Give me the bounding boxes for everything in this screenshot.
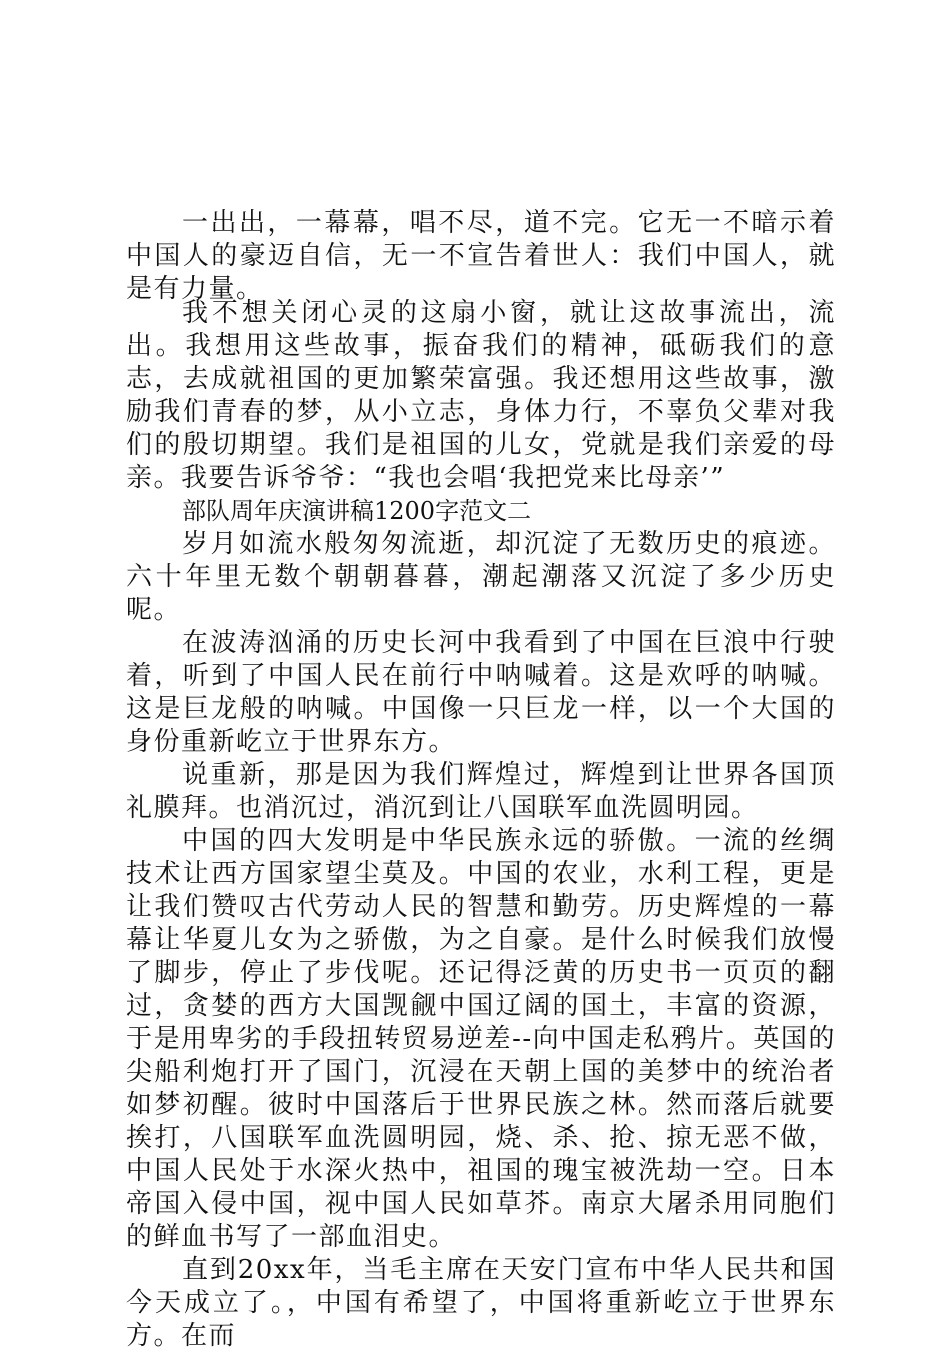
paragraph: 在波涛汹涌的历史长河中我看到了中国在巨浪中行驶着，听到了中国人民在前行中呐喊着。这是欢呼的呐喊。这是巨龙般的呐喊。中国像一只巨龙一样，以一个大国的身份重新屹立于世界东方。	[126, 628, 836, 757]
section-heading: 部队周年庆演讲稿1200字范文二	[182, 497, 532, 525]
paragraph: 说重新，那是因为我们辉煌过，辉煌到让世界各国顶礼膜拜。也消沉过，消沉到让八国联军血洗圆明园。	[126, 760, 836, 823]
paragraph: 直到20xx年，当毛主席在天安门宣布中华人民共和国今天成立了。，中国有希望了，中国将重新屹立于世界东方。在而	[126, 1255, 836, 1351]
text-block-top	[126, 207, 836, 306]
paragraph: 岁月如流水般匆匆流逝，却沉淀了无数历史的痕迹。六十年里无数个朝朝暮暮，潮起潮落又沉淀了多少历史呢。	[126, 529, 836, 625]
paragraph: 中国的四大发明是中华民族永远的骄傲。一流的丝绸技术让西方国家望尘莫及。中国的农业，水利工程，更是让我们赞叹古代劳动人民的智慧和勤劳。历史辉煌的一幕幕让华夏儿女为之骄傲，为之自豪。是什么时候我们放慢了脚步，停止了步伐呢。还记得泛黄的历史书一页页的翻过，贪婪的西方大国觊觎中国辽阔的国土，丰富的资源，于是用卑劣的手段扭转贸易逆差--向中国走私鸦片。英国的尖船利炮打开了国门，沉浸在天朝上国的美梦中的统治者如梦初醒。彼时中国落后于世界民族之林。然而落后就要挨打，八国联军血洗圆明园，烧、杀、抢、掠无恶不做，中国人民处于水深火热中，祖国的瑰宝被洗劫一空。日本帝国入侵中国，视中国人民如草芥。南京大屠杀用同胞们的鲜血书写了一部血泪史。	[126, 826, 836, 1252]
paragraph: 一出出，一幕幕，唱不尽，道不完。它无一不暗示着中国人的豪迈自信，无一不宣告着世人：我们中国人，就是有力量。	[126, 208, 836, 304]
text-block-main	[126, 297, 836, 1353]
paragraph: 我不想关闭心灵的这扇小窗，就让这故事流出，流出。我想用这些故事，振奋我们的精神，砥砺我们的意志，去成就祖国的更加繁荣富强。我还想用这些故事，激励我们青春的梦，从小立志，身体力行，不辜负父辈对我们的殷切期望。我们是祖国的儿女，党就是我们亲爱的母亲。我要告诉爷爷：“我也会唱‘我把党来比母亲’”	[126, 298, 836, 493]
